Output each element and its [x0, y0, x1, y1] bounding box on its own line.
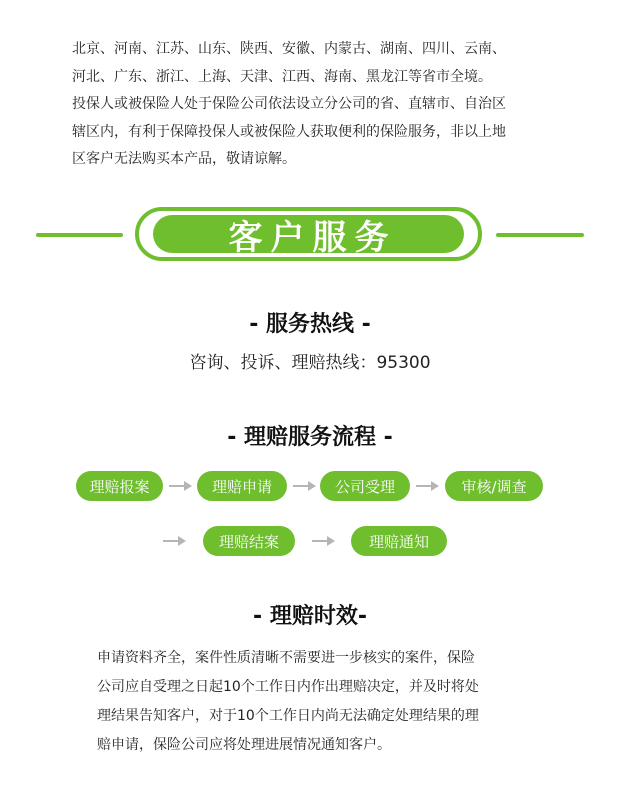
claim-process-heading: - 理赔服务流程 - — [227, 425, 393, 450]
right-arrow-icon — [163, 536, 187, 546]
notice-line: 北京、河南、江苏、山东、陕西、安徽、内蒙古、湖南、四川、云南、 — [72, 41, 506, 57]
hotline-heading: - 服务热线 - — [249, 312, 371, 337]
notice-line: 投保人或被保险人处于保险公司依法设立分公司的省、直辖市、自治区 — [72, 96, 506, 112]
step-claim-report: 理赔报案 — [76, 471, 163, 501]
banner-pill-fill — [153, 215, 464, 258]
right-arrow-icon — [169, 481, 193, 491]
claim-timeliness-heading: - 理赔时效- — [253, 604, 367, 629]
coverage-region-notice — [72, 36, 562, 174]
notice-line: 区客户无法购买本产品，敬请谅解。 — [72, 151, 296, 167]
timeliness-line: 理结果告知客户，对于10个工作日内尚无法确定处理结果的理 — [97, 708, 479, 724]
step-claim-application: 理赔申请 — [197, 471, 287, 501]
right-arrow-icon — [293, 481, 317, 491]
timeliness-line: 申请资料齐全，案件性质清晰不需要进一步核实的案件，保险 — [97, 650, 475, 666]
banner-divider-right — [496, 233, 584, 237]
step-claim-closing: 理赔结案 — [203, 526, 295, 556]
banner-pill — [135, 207, 482, 261]
claim-timeliness-text — [97, 644, 547, 760]
timeliness-line: 赔申请，保险公司应将处理进展情况通知客户。 — [97, 737, 391, 753]
customer-service-banner — [0, 205, 620, 265]
step-company-acceptance: 公司受理 — [320, 471, 410, 501]
notice-line: 河北、广东、浙江、上海、天津、江西、海南、黑龙江等省市全境。 — [72, 68, 492, 85]
notice-line: 辖区内，有利于保障投保人或被保险人获取便利的保险服务，非以上地 — [72, 123, 506, 140]
right-arrow-icon — [416, 481, 440, 491]
hotline-text: 咨询、投诉、理赔热线：95300 — [189, 353, 431, 373]
step-claim-notification: 理赔通知 — [351, 526, 447, 556]
banner-title: 客户服务 — [228, 217, 397, 258]
timeliness-line: 公司应自受理之日起10个工作日内作出理赔决定，并及时将处 — [97, 679, 479, 695]
right-arrow-icon — [312, 536, 336, 546]
step-review-investigation: 审核/调查 — [445, 471, 543, 501]
banner-divider-left — [36, 233, 123, 237]
